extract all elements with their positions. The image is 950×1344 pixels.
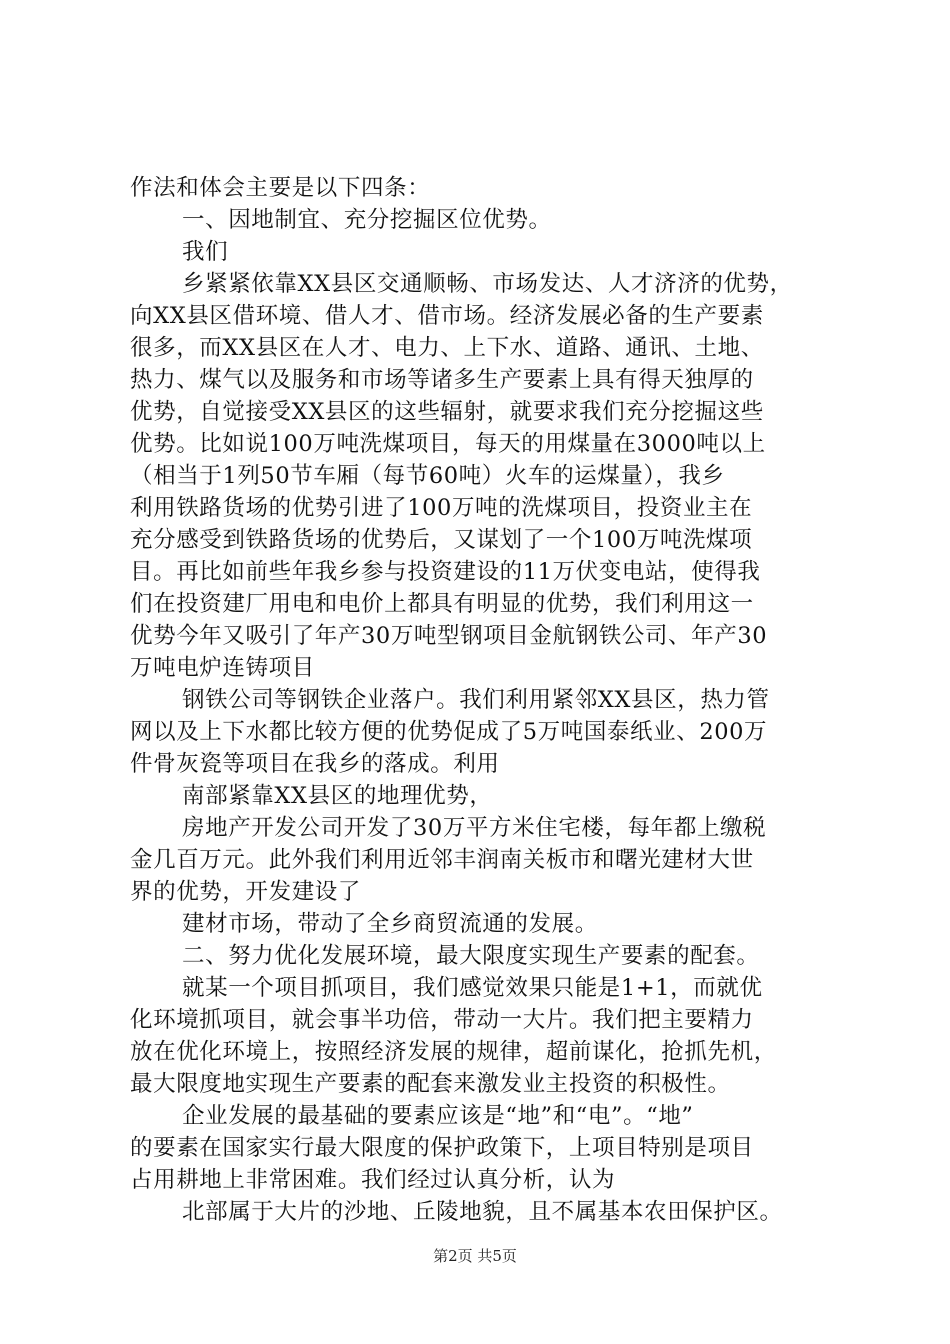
text-line: 网以及上下水都比较方便的优势促成了5万吨国泰纸业、200万 [130, 719, 768, 745]
page-footer: 第2页 共5页 [433, 1247, 517, 1265]
text-line: 南部紧靠XX县区的地理优势， [182, 783, 493, 809]
text-line: 二、努力优化发展环境，最大限度实现生产要素的配套。 [182, 943, 760, 969]
text-line: 企业发展的最基础的要素应该是“地”和“电”。“地” [182, 1103, 694, 1129]
text-line: 占用耕地上非常困难。我们经过认真分析，认为 [130, 1167, 616, 1193]
text-line: 最大限度地实现生产要素的配套来激发业主投资的积极性。 [130, 1071, 731, 1097]
text-line: 一、因地制宜、充分挖掘区位优势。 [182, 207, 552, 233]
text-line: 的要素在国家实行最大限度的保护政策下，上项目特别是项目 [130, 1135, 754, 1161]
text-line: 利用铁路货场的优势引进了100万吨的洗煤项目，投资业主在 [130, 495, 753, 521]
text-line: 优势今年又吸引了年产30万吨型钢项目金航钢铁公司、年产30 [130, 623, 768, 649]
text-line: 界的优势，开发建设了 [130, 879, 362, 905]
text-line: 们在投资建厂用电和电价上都具有明显的优势，我们利用这一 [130, 591, 754, 617]
text-line: 件骨灰瓷等项目在我乡的落成。利用 [130, 751, 500, 777]
text-line: 我们 [182, 239, 229, 265]
text-line: 钢铁公司等钢铁企业落户。我们利用紧邻XX县区，热力管 [182, 687, 770, 713]
text-line: 房地产开发公司开发了30万平方米住宅楼，每年都上缴税 [182, 815, 767, 841]
text-line: 充分感受到铁路货场的优势后，又谋划了一个100万吨洗煤项 [130, 527, 753, 553]
text-line: 优势。比如说100万吨洗煤项目，每天的用煤量在3000吨以上 [130, 431, 766, 457]
text-line: （相当于1列50节车厢（每节60吨）火车的运煤量），我乡 [130, 463, 725, 489]
text-line: 放在优化环境上，按照经济发展的规律，超前谋化，抢抓先机， [130, 1039, 777, 1065]
text-line: 很多，而XX县区在人才、电力、上下水、道路、通讯、土地、 [130, 335, 764, 361]
text-line: 优势，自觉接受XX县区的这些辐射，就要求我们充分挖掘这些 [130, 399, 764, 425]
text-line: 化环境抓项目，就会事半功倍，带动一大片。我们把主要精力 [130, 1007, 754, 1033]
text-line: 北部属于大片的沙地、丘陵地貌，且不属基本农田保护区。 [182, 1199, 783, 1225]
text-line: 金几百万元。此外我们利用近邻丰润南关板市和曙光建材大世 [130, 847, 754, 873]
text-line: 向XX县区借环境、借人才、借市场。经济发展必备的生产要素 [130, 303, 764, 329]
text-line: 目。再比如前些年我乡参与投资建设的11万伏变电站，使得我 [130, 559, 761, 585]
text-line: 万吨电炉连铸项目 [130, 655, 315, 681]
text-line: 作法和体会主要是以下四条： [130, 175, 431, 201]
text-line: 乡紧紧依靠XX县区交通顺畅、市场发达、人才济济的优势， [182, 271, 793, 297]
text-line: 就某一个项目抓项目，我们感觉效果只能是1+1，而就优 [182, 975, 763, 1001]
document-body [130, 172, 830, 1228]
text-line: 热力、煤气以及服务和市场等诸多生产要素上具有得天独厚的 [130, 367, 754, 393]
text-line: 建材市场，带动了全乡商贸流通的发展。 [182, 911, 598, 937]
